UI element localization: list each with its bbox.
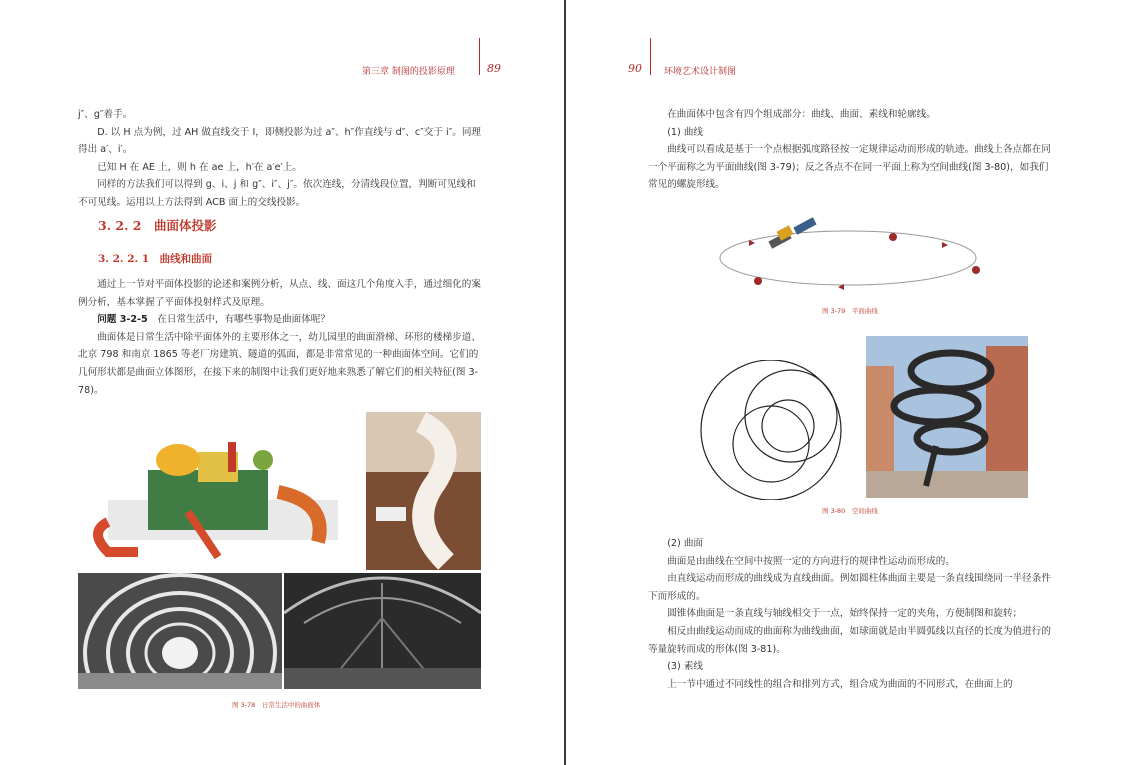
plane-curve-figure (716, 214, 981, 298)
figure-caption: 图 3-80 空间曲线 (822, 507, 878, 515)
page-number: 89 (487, 62, 501, 75)
right-page (568, 0, 1129, 765)
text-block-main (78, 276, 482, 399)
factory-hall-photo (284, 573, 481, 689)
chapter-header: 第三章 制图的投影原理 (362, 67, 455, 77)
space-curve-drawing (696, 360, 846, 500)
paragraph: 在曲面体中包含有四个组成部分：曲线、曲面、素线和轮廓线。 (667, 109, 936, 120)
paragraph: 曲面是由曲线在空间中按照一定的方向进行的规律性运动而形成的。 (667, 555, 955, 567)
text-block-top (648, 106, 1053, 194)
figure-caption: 图 3-78 日常生活中的曲面体 (232, 701, 321, 709)
question-label: 问题 3-2-5 (97, 314, 148, 326)
item-label: (3) 素线 (667, 661, 704, 673)
page-number: 90 (628, 62, 642, 75)
book-spine (564, 0, 566, 765)
paragraph: 曲线可以看成是基于一个点根据弧度路径按一定规律运动而形成的轨迹。曲线上各点都在同一个平面称之为平面曲线(图 3-79)；反之各点不在同一平面上称为空间曲线(图 3-80)，如我们常见的螺旋形线。 (648, 144, 1051, 191)
paragraph: 已知 H 在 AE 上，则 h 在 ae 上，h′在 a′e′上。 (97, 161, 302, 173)
paragraph: 相反由曲线运动而成的曲面称为曲线曲面，如球面就是由半圆弧线以直径的长度为值进行的等量旋转而成的形体(图 3-81)。 (648, 625, 1051, 655)
section-heading: 3. 2. 2 曲面体投影 (98, 218, 217, 233)
header-rule (479, 38, 480, 75)
header-rule (650, 38, 651, 75)
item-label: (2) 曲面 (667, 538, 704, 549)
figure-caption: 图 3-79 平面曲线 (822, 307, 878, 315)
paragraph: 同样的方法我们可以得到 g、i、j 和 g″、i″、j″。依次连线，分清线段位置，判断可见线和不可见线。运用以上方法得到 ACB 面上的交线投影。 (78, 179, 476, 208)
paragraph: D. 以 H 点为例，过 AH 做直线交于 I，即侧投影为过 a″、h″作直线与 d″、c″交于 i″。同理得出 a′、i′。 (78, 126, 482, 156)
question-line (78, 311, 482, 329)
question-text: 在日常生活中，有哪些事物是曲面体呢？ (147, 314, 330, 326)
tunnel-photo (78, 573, 282, 689)
satellite-icon (768, 217, 816, 248)
text-block-bottom (648, 535, 1053, 693)
paragraph: 由直线运动而形成的曲线成为直线曲面。例如圆柱体曲面主要是一条直线围绕同一半径条件下而形成的。 (648, 573, 1051, 602)
item-label: (1) 曲线 (667, 126, 704, 138)
paragraph: j″、g″着手。 (78, 109, 133, 120)
paragraph: 上一节中通过不同线性的组合和排列方式，组合成为曲面的不同形式，在曲面上的 (667, 678, 1013, 690)
spiral-stair-photo (366, 412, 481, 570)
spiral-staircase-photo (866, 336, 1028, 498)
paragraph: 圆锥体曲面是一条直线与轴线相交于一点，始终保持一定的夹角，方便制图和旋转； (667, 608, 1023, 620)
book-title-header: 环境艺术设计制图 (664, 67, 737, 77)
subsection-heading: 3. 2. 2. 1 曲线和曲面 (98, 253, 213, 265)
playground-slide-photo (78, 412, 362, 570)
paragraph: 曲面体是日常生活中除平面体外的主要形体之一，幼儿园里的曲面滑梯、环形的楼梯步道、北京 798 和南京 1865 等老厂房建筑、隧道的弧面，都是非常常见的一种曲面体空间。它们的几何形状都是曲面立体图形，在接下来的制图中让我们更好地来熟悉了解它们的相关特征(图 3-78)。 (78, 331, 481, 396)
text-block-top (78, 106, 482, 212)
paragraph: 通过上一节对平面体投影的论述和案例分析，从点、线、面这几个角度入手，通过细化的案例分析，基本掌握了平面体投射样式及原理。 (78, 279, 481, 308)
